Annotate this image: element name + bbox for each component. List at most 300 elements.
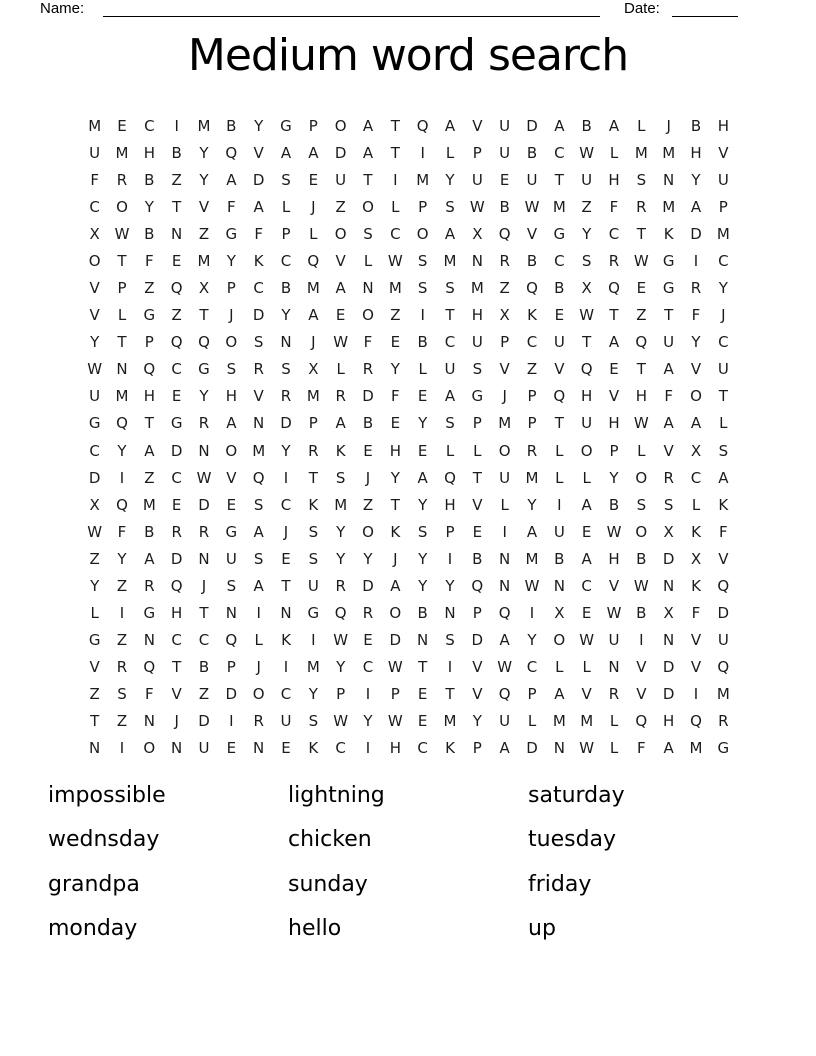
grid-letter-r9-c13: B	[417, 333, 428, 352]
grid-letter-r18-c5: J	[201, 576, 207, 595]
grid-letter-r21-c22: D	[662, 658, 675, 677]
grid-letter-r3-c1: F	[90, 170, 99, 189]
grid-letter-r15-c2: Q	[116, 495, 128, 514]
grid-letter-r13-c21: L	[637, 441, 646, 460]
word-list	[48, 774, 768, 952]
grid-letter-r21-c9: M	[306, 658, 320, 677]
grid-letter-r24-c20: L	[609, 739, 619, 758]
grid-letter-r24-c10: C	[335, 739, 346, 758]
grid-letter-r22-c2: S	[117, 685, 127, 704]
grid-letter-r10-c13: L	[418, 360, 427, 379]
grid-letter-r17-c9: S	[308, 549, 319, 568]
grid-letter-r10-c14: U	[444, 360, 456, 379]
grid-letter-r19-c16: Q	[498, 604, 511, 623]
grid-letter-r12-c9: P	[308, 414, 318, 433]
word-item-monday: monday	[48, 916, 138, 942]
grid-letter-r21-c23: V	[690, 658, 702, 677]
grid-letter-r6-c18: C	[554, 251, 565, 270]
word-item-lightning: lightning	[288, 783, 385, 808]
grid-letter-r9-c23: Y	[691, 333, 701, 352]
grid-letter-r18-c8: T	[281, 576, 291, 595]
grid-letter-r11-c21: H	[635, 387, 647, 406]
grid-letter-r1-c17: D	[526, 116, 538, 135]
grid-letter-r2-c17: B	[526, 143, 538, 162]
grid-letter-r6-c24: C	[718, 251, 729, 270]
grid-letter-r2-c16: U	[499, 143, 511, 162]
word-list-column-3	[528, 774, 768, 952]
grid-letter-r18-c3: R	[144, 576, 155, 595]
grid-letter-r22-c5: Z	[198, 685, 210, 704]
grid-letter-r21-c2: R	[116, 658, 128, 677]
grid-letter-r11-c11: D	[362, 387, 374, 406]
grid-letter-r20-c18: O	[553, 631, 566, 650]
grid-letter-r3-c15: U	[471, 170, 483, 189]
grid-letter-r15-c4: E	[171, 495, 182, 514]
grid-letter-r5-c24: M	[716, 224, 730, 243]
grid-letter-r19-c17: I	[529, 604, 535, 623]
grid-letter-r16-c1: W	[87, 522, 103, 541]
grid-letter-r12-c16: M	[498, 414, 512, 433]
grid-letter-r11-c9: M	[306, 387, 320, 406]
grid-letter-r2-c22: M	[662, 143, 676, 162]
grid-letter-r19-c11: R	[362, 604, 374, 623]
grid-letter-r20-c17: Y	[527, 631, 537, 650]
grid-letter-r20-c24: U	[717, 631, 729, 650]
grid-letter-r20-c15: D	[471, 631, 484, 650]
grid-letter-r17-c23: X	[690, 549, 702, 568]
grid-letter-r6-c7: K	[253, 251, 264, 270]
grid-letter-r24-c16: A	[499, 739, 510, 758]
grid-letter-r9-c1: Y	[90, 333, 100, 352]
grid-letter-r21-c24: Q	[717, 658, 730, 677]
grid-letter-r15-c7: S	[253, 495, 264, 514]
grid-letter-r24-c17: D	[526, 739, 538, 758]
grid-letter-r3-c10: U	[335, 170, 347, 189]
grid-letter-r13-c5: N	[198, 441, 210, 460]
word-item-chicken: chicken	[288, 827, 372, 853]
grid-letter-r12-c24: L	[719, 414, 728, 433]
grid-letter-r10-c21: T	[636, 360, 646, 379]
grid-letter-r3-c21: S	[636, 170, 647, 189]
grid-letter-r11-c6: H	[225, 387, 237, 406]
grid-letter-r15-c24: K	[718, 495, 729, 514]
word-list-column-2	[288, 774, 528, 952]
grid-letter-r6-c16: R	[499, 251, 510, 270]
grid-letter-r22-c9: Y	[308, 685, 318, 704]
grid-letter-r20-c9: I	[311, 631, 316, 650]
grid-letter-r17-c5: N	[198, 549, 210, 568]
grid-letter-r21-c3: Q	[143, 658, 156, 677]
grid-letter-r8-c8: Y	[281, 306, 291, 325]
grid-letter-r7-c11: N	[362, 279, 374, 298]
grid-letter-r19-c9: G	[307, 604, 320, 623]
grid-letter-r21-c17: C	[526, 658, 538, 677]
grid-letter-r14-c19: L	[582, 468, 591, 487]
grid-letter-r12-c17: P	[527, 414, 537, 433]
grid-letter-r20-c13: N	[417, 631, 429, 650]
grid-letter-r7-c16: Z	[499, 279, 510, 298]
word-list-column-1	[48, 774, 288, 952]
grid-letter-r22-c1: Z	[89, 685, 100, 704]
grid-letter-r13-c8: Y	[281, 441, 291, 460]
grid-letter-r13-c9: R	[308, 441, 319, 460]
grid-letter-r3-c16: E	[499, 170, 510, 189]
grid-letter-r10-c10: L	[336, 360, 345, 379]
grid-letter-r13-c4: D	[170, 441, 183, 460]
grid-letter-r9-c20: A	[608, 333, 620, 352]
grid-letter-r23-c9: S	[308, 712, 319, 731]
grid-letter-r9-c17: C	[526, 333, 538, 352]
grid-letter-r19-c7: I	[256, 604, 261, 623]
grid-letter-r12-c20: H	[608, 414, 620, 433]
grid-letter-r22-c13: E	[417, 685, 428, 704]
grid-letter-r24-c14: K	[445, 739, 455, 758]
grid-letter-r7-c15: M	[470, 279, 484, 298]
grid-letter-r10-c8: S	[281, 360, 291, 379]
grid-letter-r13-c16: O	[498, 441, 511, 460]
grid-letter-r19-c20: W	[606, 604, 622, 623]
grid-letter-r4-c11: O	[362, 197, 374, 216]
word-item-saturday: saturday	[528, 783, 625, 808]
grid-letter-r1-c7: Y	[254, 116, 264, 135]
grid-letter-r23-c3: N	[143, 712, 155, 731]
grid-letter-r22-c8: C	[280, 685, 292, 704]
grid-letter-r4-c17: W	[524, 197, 540, 216]
grid-letter-r8-c9: A	[308, 306, 319, 325]
grid-letter-r13-c23: X	[690, 441, 702, 460]
grid-letter-r5-c18: G	[553, 224, 566, 243]
grid-letter-r24-c3: O	[143, 739, 156, 758]
grid-letter-r5-c13: O	[416, 224, 429, 243]
grid-letter-r8-c19: W	[579, 306, 595, 325]
grid-letter-r5-c19: Y	[582, 224, 592, 243]
grid-letter-r5-c17: V	[526, 224, 538, 243]
grid-letter-r11-c12: F	[391, 387, 400, 406]
grid-letter-r24-c15: P	[472, 739, 482, 758]
grid-letter-r12-c3: T	[144, 414, 154, 433]
grid-letter-r9-c8: N	[280, 333, 292, 352]
grid-letter-r9-c22: U	[663, 333, 675, 352]
grid-letter-r17-c8: E	[281, 549, 291, 568]
grid-letter-r4-c5: V	[198, 197, 210, 216]
grid-letter-r20-c22: N	[663, 631, 675, 650]
grid-letter-r10-c5: G	[198, 360, 210, 379]
grid-letter-r19-c18: X	[554, 604, 565, 623]
word-item-impossible: impossible	[48, 783, 166, 808]
grid-letter-r19-c19: E	[581, 604, 592, 623]
grid-letter-r17-c14: I	[447, 549, 453, 568]
grid-letter-r5-c5: Z	[198, 224, 210, 243]
grid-letter-r7-c20: Q	[608, 279, 620, 298]
grid-letter-r15-c5: D	[198, 495, 210, 514]
grid-letter-r6-c13: S	[417, 251, 428, 270]
word-item-wednsday: wednsday	[48, 827, 160, 853]
grid-letter-r1-c13: Q	[416, 116, 429, 135]
grid-letter-r12-c4: G	[170, 414, 183, 433]
grid-letter-r17-c3: A	[144, 549, 155, 568]
grid-letter-r12-c19: U	[581, 414, 593, 433]
grid-letter-r22-c10: P	[336, 685, 346, 704]
grid-letter-r8-c23: F	[691, 306, 701, 325]
grid-letter-r5-c22: K	[663, 224, 674, 243]
grid-letter-r17-c22: D	[662, 549, 675, 568]
grid-letter-r16-c24: F	[719, 522, 728, 541]
grid-letter-r22-c17: P	[527, 685, 537, 704]
grid-letter-r21-c20: N	[608, 658, 620, 677]
grid-letter-r10-c18: V	[554, 360, 565, 379]
grid-letter-r13-c15: L	[473, 441, 482, 460]
grid-letter-r6-c17: B	[526, 251, 538, 270]
grid-letter-r3-c22: N	[663, 170, 675, 189]
grid-letter-r8-c16: X	[499, 306, 510, 325]
grid-letter-r23-c21: Q	[635, 712, 648, 731]
grid-letter-r19-c6: N	[225, 604, 237, 623]
grid-letter-r23-c24: R	[718, 712, 729, 731]
grid-letter-r3-c6: A	[226, 170, 237, 189]
grid-letter-r20-c8: K	[281, 631, 291, 650]
grid-letter-r7-c6: P	[226, 279, 236, 298]
grid-letter-r19-c23: F	[691, 604, 701, 623]
grid-letter-r19-c5: T	[199, 604, 209, 623]
grid-letter-r2-c9: A	[308, 143, 319, 162]
grid-letter-r2-c7: V	[253, 143, 264, 162]
grid-letter-r17-c18: B	[554, 549, 565, 568]
grid-letter-r17-c7: S	[253, 549, 264, 568]
grid-letter-r13-c6: O	[225, 441, 238, 460]
grid-letter-r15-c11: Z	[362, 495, 374, 514]
grid-letter-r9-c7: S	[253, 333, 264, 352]
grid-letter-r20-c4: C	[171, 631, 182, 650]
grid-letter-r8-c14: T	[445, 306, 455, 325]
grid-letter-r5-c8: P	[281, 224, 291, 243]
grid-letter-r2-c10: D	[334, 143, 347, 162]
grid-letter-r5-c21: T	[636, 224, 646, 243]
grid-letter-r6-c2: T	[117, 251, 127, 270]
grid-letter-r16-c16: I	[502, 522, 507, 541]
grid-letter-r10-c16: V	[499, 360, 510, 379]
grid-letter-r11-c19: H	[581, 387, 593, 406]
grid-letter-r6-c19: S	[581, 251, 592, 270]
grid-letter-r22-c19: V	[581, 685, 592, 704]
grid-letter-r6-c6: Y	[226, 251, 236, 270]
grid-letter-r3-c20: H	[608, 170, 620, 189]
grid-letter-r15-c1: X	[89, 495, 100, 514]
grid-letter-r9-c14: C	[444, 333, 456, 352]
grid-letter-r1-c15: V	[472, 116, 483, 135]
grid-letter-r8-c21: Z	[636, 306, 647, 325]
grid-letter-r2-c11: A	[362, 143, 374, 162]
grid-letter-r1-c12: T	[390, 116, 400, 135]
grid-letter-r3-c18: T	[554, 170, 564, 189]
grid-letter-r20-c20: U	[608, 631, 620, 650]
grid-letter-r2-c8: A	[280, 143, 292, 162]
grid-letter-r7-c13: S	[417, 279, 428, 298]
grid-letter-r22-c16: Q	[498, 685, 511, 704]
grid-letter-r24-c18: N	[553, 739, 565, 758]
grid-letter-r8-c20: T	[609, 306, 619, 325]
grid-letter-r16-c5: R	[198, 522, 210, 541]
grid-letter-r11-c17: P	[527, 387, 537, 406]
grid-letter-r23-c11: Y	[363, 712, 373, 731]
grid-letter-r5-c20: C	[608, 224, 620, 243]
grid-letter-r21-c10: Y	[336, 658, 346, 677]
grid-letter-r22-c24: M	[716, 685, 730, 704]
grid-letter-r6-c20: R	[608, 251, 620, 270]
grid-letter-r8-c22: T	[664, 306, 674, 325]
grid-letter-r2-c14: L	[445, 143, 455, 162]
grid-letter-r9-c18: U	[553, 333, 565, 352]
grid-letter-r24-c21: F	[637, 739, 646, 758]
word-item-hello: hello	[288, 916, 342, 942]
grid-letter-r21-c6: P	[226, 658, 236, 677]
grid-letter-r4-c18: M	[552, 197, 566, 216]
grid-letter-r18-c11: D	[362, 576, 374, 595]
grid-letter-r17-c6: U	[225, 549, 237, 568]
grid-letter-r7-c18: B	[554, 279, 565, 298]
grid-letter-r8-c7: D	[252, 306, 265, 325]
grid-letter-r1-c23: B	[690, 116, 702, 135]
grid-letter-r22-c6: D	[225, 685, 238, 704]
grid-letter-r13-c24: S	[718, 441, 729, 460]
grid-letter-r18-c13: Y	[418, 576, 428, 595]
grid-letter-r15-c23: L	[691, 495, 701, 514]
grid-letter-r15-c3: M	[142, 495, 156, 514]
grid-letter-r17-c15: B	[472, 549, 483, 568]
grid-letter-r20-c7: L	[254, 631, 263, 650]
grid-letter-r22-c20: R	[608, 685, 620, 704]
grid-letter-r9-c9: J	[311, 333, 316, 352]
grid-letter-r23-c13: E	[417, 712, 428, 731]
grid-letter-r14-c7: Q	[252, 468, 265, 487]
grid-letter-r18-c15: Q	[471, 576, 484, 595]
grid-letter-r22-c15: V	[472, 685, 483, 704]
grid-letter-r18-c18: N	[553, 576, 565, 595]
grid-letter-r21-c21: V	[636, 658, 647, 677]
word-item-sunday: sunday	[288, 871, 368, 897]
name-label: Name:	[40, 0, 85, 17]
grid-letter-r16-c23: K	[691, 522, 701, 541]
grid-letter-r6-c9: Q	[307, 251, 320, 270]
grid-letter-r3-c14: Y	[445, 170, 455, 189]
grid-letter-r13-c14: L	[445, 441, 455, 460]
grid-letter-r2-c13: I	[420, 143, 425, 162]
grid-letter-r17-c19: A	[581, 549, 592, 568]
grid-letter-r24-c5: U	[198, 739, 210, 758]
grid-letter-r15-c13: Y	[418, 495, 428, 514]
grid-letter-r14-c12: Y	[390, 468, 400, 487]
grid-letter-r8-c18: E	[554, 306, 565, 325]
grid-letter-r16-c14: P	[445, 522, 455, 541]
grid-letter-r21-c4: T	[172, 658, 182, 677]
grid-letter-r2-c3: H	[143, 143, 155, 162]
grid-letter-r23-c6: I	[229, 712, 234, 731]
grid-letter-r19-c8: N	[280, 604, 292, 623]
grid-letter-r11-c15: G	[471, 387, 484, 406]
grid-letter-r19-c24: D	[717, 604, 730, 623]
grid-letter-r6-c12: W	[387, 251, 403, 270]
grid-letter-r4-c10: Z	[335, 197, 346, 216]
grid-letter-r4-c12: L	[391, 197, 400, 216]
grid-letter-r2-c12: T	[390, 143, 400, 162]
grid-letter-r19-c1: L	[90, 604, 99, 623]
grid-letter-r1-c22: J	[666, 116, 671, 135]
grid-letter-r24-c11: I	[365, 739, 371, 758]
grid-letter-r8-c17: K	[527, 306, 537, 325]
grid-letter-r12-c7: N	[253, 414, 265, 433]
grid-letter-r7-c8: B	[280, 279, 292, 298]
grid-letter-r9-c21: Q	[635, 333, 648, 352]
grid-letter-r5-c7: F	[254, 224, 263, 243]
grid-letter-r19-c13: B	[417, 604, 428, 623]
grid-letter-r15-c12: T	[390, 495, 400, 514]
grid-letter-r10-c2: N	[116, 360, 128, 379]
date-label: Date:	[624, 0, 660, 17]
grid-letter-r12-c13: Y	[418, 414, 428, 433]
grid-letter-r24-c24: G	[717, 739, 730, 758]
grid-letter-r13-c13: E	[417, 441, 428, 460]
grid-letter-r3-c5: Y	[199, 170, 209, 189]
grid-letter-r22-c12: P	[390, 685, 400, 704]
grid-letter-r5-c9: L	[309, 224, 318, 243]
grid-letter-r22-c4: V	[171, 685, 182, 704]
grid-letter-r24-c2: I	[119, 739, 125, 758]
grid-letter-r14-c22: R	[663, 468, 674, 487]
grid-letter-r16-c17: A	[526, 522, 538, 541]
grid-letter-r17-c4: D	[170, 549, 183, 568]
word-item-up: up	[528, 916, 556, 942]
grid-letter-r7-c3: Z	[144, 279, 155, 298]
grid-letter-r3-c8: S	[281, 170, 291, 189]
grid-letter-r19-c3: G	[143, 604, 156, 623]
grid-letter-r7-c17: Q	[526, 279, 538, 298]
grid-letter-r2-c24: V	[718, 143, 729, 162]
grid-letter-r22-c18: A	[554, 685, 565, 704]
grid-letter-r4-c13: P	[418, 197, 428, 216]
grid-letter-r14-c5: W	[196, 468, 212, 487]
grid-letter-r20-c19: W	[579, 631, 595, 650]
grid-letter-r23-c20: L	[609, 712, 619, 731]
grid-letter-r1-c9: P	[308, 116, 318, 135]
grid-letter-r14-c1: D	[88, 468, 101, 487]
grid-letter-r18-c1: Y	[90, 576, 100, 595]
grid-letter-r1-c2: E	[117, 116, 127, 135]
grid-letter-r6-c22: G	[662, 251, 675, 270]
grid-letter-r22-c23: I	[693, 685, 699, 704]
grid-letter-r6-c14: M	[443, 251, 457, 270]
grid-letter-r1-c24: H	[717, 116, 729, 135]
grid-letter-r5-c12: C	[390, 224, 401, 243]
grid-letter-r18-c20: V	[608, 576, 620, 595]
grid-letter-r18-c2: Z	[116, 576, 128, 595]
grid-letter-r16-c2: F	[117, 522, 127, 541]
grid-letter-r11-c3: H	[143, 387, 155, 406]
grid-letter-r18-c6: S	[226, 576, 237, 595]
grid-letter-r3-c3: B	[144, 170, 155, 189]
name-blank-line	[103, 16, 600, 17]
grid-letter-r4-c21: R	[636, 197, 647, 216]
grid-letter-r7-c7: C	[253, 279, 264, 298]
grid-letter-r9-c6: O	[225, 333, 238, 352]
grid-letter-r5-c14: A	[444, 224, 456, 243]
grid-letter-r15-c14: H	[444, 495, 456, 514]
grid-letter-r14-c18: L	[555, 468, 564, 487]
grid-letter-r15-c16: L	[500, 495, 509, 514]
grid-letter-r3-c19: U	[581, 170, 593, 189]
grid-letter-r22-c21: V	[636, 685, 647, 704]
grid-letter-r9-c10: W	[333, 333, 349, 352]
grid-letter-r12-c6: A	[226, 414, 237, 433]
grid-letter-r1-c4: I	[174, 116, 179, 135]
